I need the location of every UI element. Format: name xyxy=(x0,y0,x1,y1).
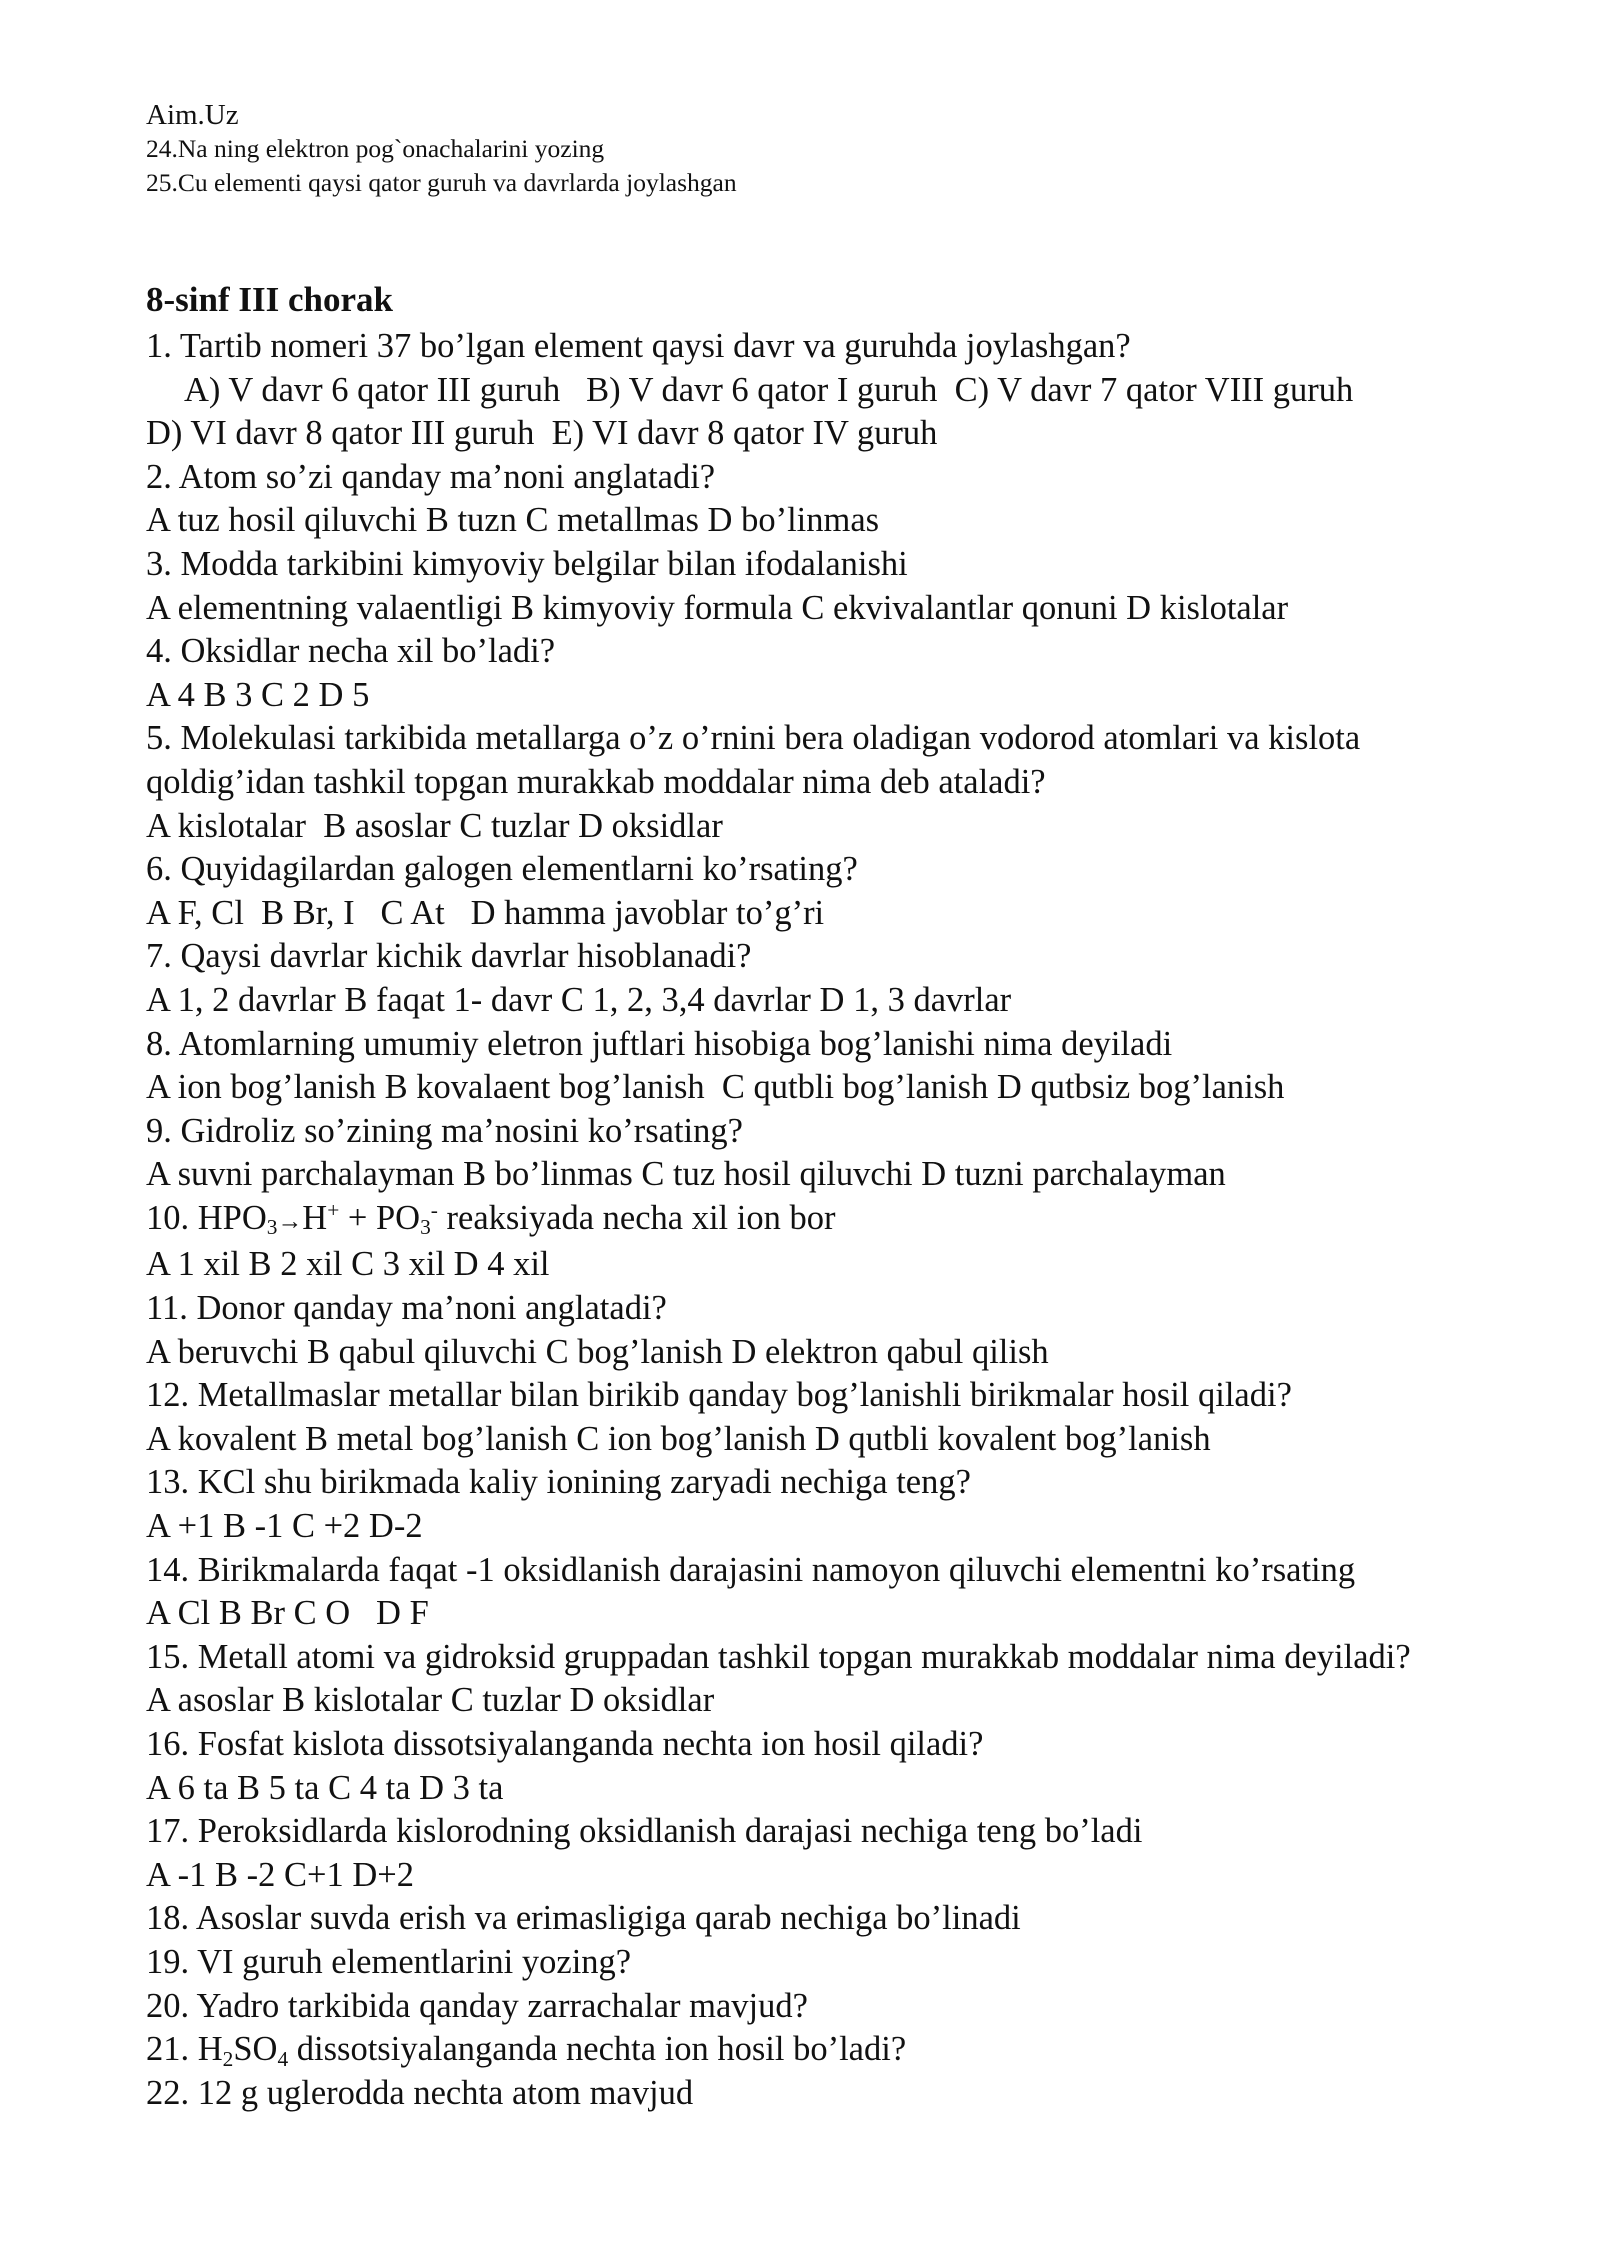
question-3-options: A elementning valaentligi B kimyoviy formula C ekvivalantlar qonuni D kislotalar xyxy=(146,588,1289,627)
question-3: 3. Modda tarkibini kimyoviy belgilar bilan ifodalanishi xyxy=(146,544,908,583)
q10-h: H xyxy=(302,1198,328,1237)
question-4: 4. Oksidlar necha xil bo’ladi? xyxy=(146,632,556,671)
question-12-options: A kovalent B metal bog’lanish C ion bog’lanish D qutbli kovalent bog’lanish xyxy=(146,1419,1211,1458)
question-6-options: A F, Cl B Br, I C At D hamma javoblar to’g’ri xyxy=(146,893,825,932)
question-21 xyxy=(146,2028,1526,2072)
question-1-options-b: D) VI davr 8 qator III guruh E) VI davr 8 qator IV guruh xyxy=(146,414,938,453)
question-22: 22. 12 g uglerodda nechta atom mavjud xyxy=(146,2073,694,2112)
question-14-options: A Cl B Br C O D F xyxy=(146,1594,429,1633)
q21-sub-1: 2 xyxy=(222,2046,234,2071)
q10-sub-2: 3 xyxy=(420,1215,431,1240)
question-7: 7. Qaysi davrlar kichik davrlar hisoblanadi? xyxy=(146,937,752,976)
question-20: 20. Yadro tarkibida qanday zarrachalar mavjud? xyxy=(146,1986,808,2025)
question-8-options: A ion bog’lanish B kovalaent bog’lanish C qutbli bog’lanish D qutbsiz bog’lanish xyxy=(146,1068,1285,1107)
question-9-options: A suvni parchalayman B bo’linmas C tuz hosil qiluvchi D tuzni parchalayman xyxy=(146,1155,1226,1194)
question-1: 1. Tartib nomeri 37 bo’lgan element qaysi davr va guruhda joylashgan? xyxy=(146,327,1131,365)
question-12: 12. Metallmaslar metallar bilan birikib qanday bog’lanishli birikmalar hosil qiladi? xyxy=(146,1376,1292,1415)
q21-prefix: 21. H xyxy=(146,2030,223,2069)
question-14: 14. Birikmalarda faqat -1 oksidlanish darajasini namoyon qiluvchi elementni ko’rsating xyxy=(146,1550,1356,1589)
page-header xyxy=(146,98,1506,200)
question-1-options-a: A) V davr 6 qator III guruh B) V davr 6 qator I guruh C) V davr 7 qator VIII guruh xyxy=(184,370,1354,409)
question-19: 19. VI guruh elementlarini yozing? xyxy=(146,1942,632,1981)
question-5: 5. Molekulasi tarkibida metallarga o’z o’rnini bera oladigan vodorod atomlari va kislota qoldig’idan tashkil topgan murakkab moddalar nima deb ataladi? xyxy=(146,719,1361,801)
question-17-options: A -1 B -2 C+1 D+2 xyxy=(146,1855,414,1894)
question-8: 8. Atomlarning umumiy eletron juftlari hisobiga bog’lanishi nima deyiladi xyxy=(146,1024,1173,1063)
question-25: 25.Cu elementi qaysi qator guruh va davrlarda joylashgan xyxy=(146,168,737,197)
question-6: 6. Quyidagilardan galogen elementlarni ko’rsating? xyxy=(146,850,858,889)
q10-suffix: reaksiyada necha xil ion bor xyxy=(437,1198,836,1237)
question-10 xyxy=(146,1197,1526,1244)
q10-sup-2: - xyxy=(430,1198,438,1223)
q21-suffix: dissotsiyalanganda nechta ion hosil bo’ladi? xyxy=(288,2030,907,2069)
question-7-options: A 1, 2 davrlar B faqat 1- davr C 1, 2, 3,4 davrlar D 1, 3 davrlar xyxy=(146,980,1012,1019)
question-2-options: A tuz hosil qiluvchi B tuzn C metallmas D bo’linmas xyxy=(146,501,880,540)
q10-sub-1: 3 xyxy=(266,1215,278,1240)
question-11: 11. Donor qanday ma’noni anglatadi? xyxy=(146,1289,667,1328)
question-5-options: A kislotalar B asoslar C tuzlar D oksidlar xyxy=(146,806,723,845)
question-16-options: A 6 ta B 5 ta C 4 ta D 3 ta xyxy=(146,1768,504,1807)
question-15-options: A asoslar B kislotalar C tuzlar D oksidlar xyxy=(146,1681,715,1720)
q10-plus: + PO xyxy=(339,1198,421,1237)
q21-so: SO xyxy=(233,2030,278,2069)
question-list xyxy=(146,325,1526,2115)
question-2: 2. Atom so’zi qanday ma’noni anglatadi? xyxy=(146,457,716,496)
question-16: 16. Fosfat kislota dissotsiyalanganda nechta ion hosil qiladi? xyxy=(146,1725,984,1763)
site-name: Aim.Uz xyxy=(146,99,239,131)
question-13: 13. KCl shu birikmada kaliy ionining zaryadi nechiga teng? xyxy=(146,1463,971,1502)
q10-sup-1: + xyxy=(327,1198,340,1223)
q10-prefix: 10. HPO xyxy=(146,1198,267,1237)
question-4-options: A 4 B 3 C 2 D 5 xyxy=(146,675,370,714)
question-15: 15. Metall atomi va gidroksid gruppadan tashkil topgan murakkab moddalar nima deyiladi? xyxy=(146,1637,1411,1676)
question-9: 9. Gidroliz so’zining ma’nosini ko’rsating? xyxy=(146,1111,743,1150)
q21-sub-2: 4 xyxy=(277,2046,289,2071)
question-18: 18. Asoslar suvda erish va erimasligiga qarab nechiga bo’linadi xyxy=(146,1899,1021,1938)
reaction-arrow: → xyxy=(277,1207,303,1235)
question-17: 17. Peroksidlarda kislorodning oksidlanish darajasi nechiga teng bo’ladi xyxy=(146,1812,1143,1851)
question-10-options: A 1 xil B 2 xil C 3 xil D 4 xil xyxy=(146,1245,550,1284)
section-title: 8-sinf III chorak xyxy=(146,280,393,319)
question-13-options: A +1 B -1 C +2 D-2 xyxy=(146,1507,423,1546)
question-24: 24.Na ning elektron pog`onachalarini yozing xyxy=(146,134,605,163)
question-11-options: A beruvchi B qabul qiluvchi C bog’lanish D elektron qabul qilish xyxy=(146,1332,1049,1371)
